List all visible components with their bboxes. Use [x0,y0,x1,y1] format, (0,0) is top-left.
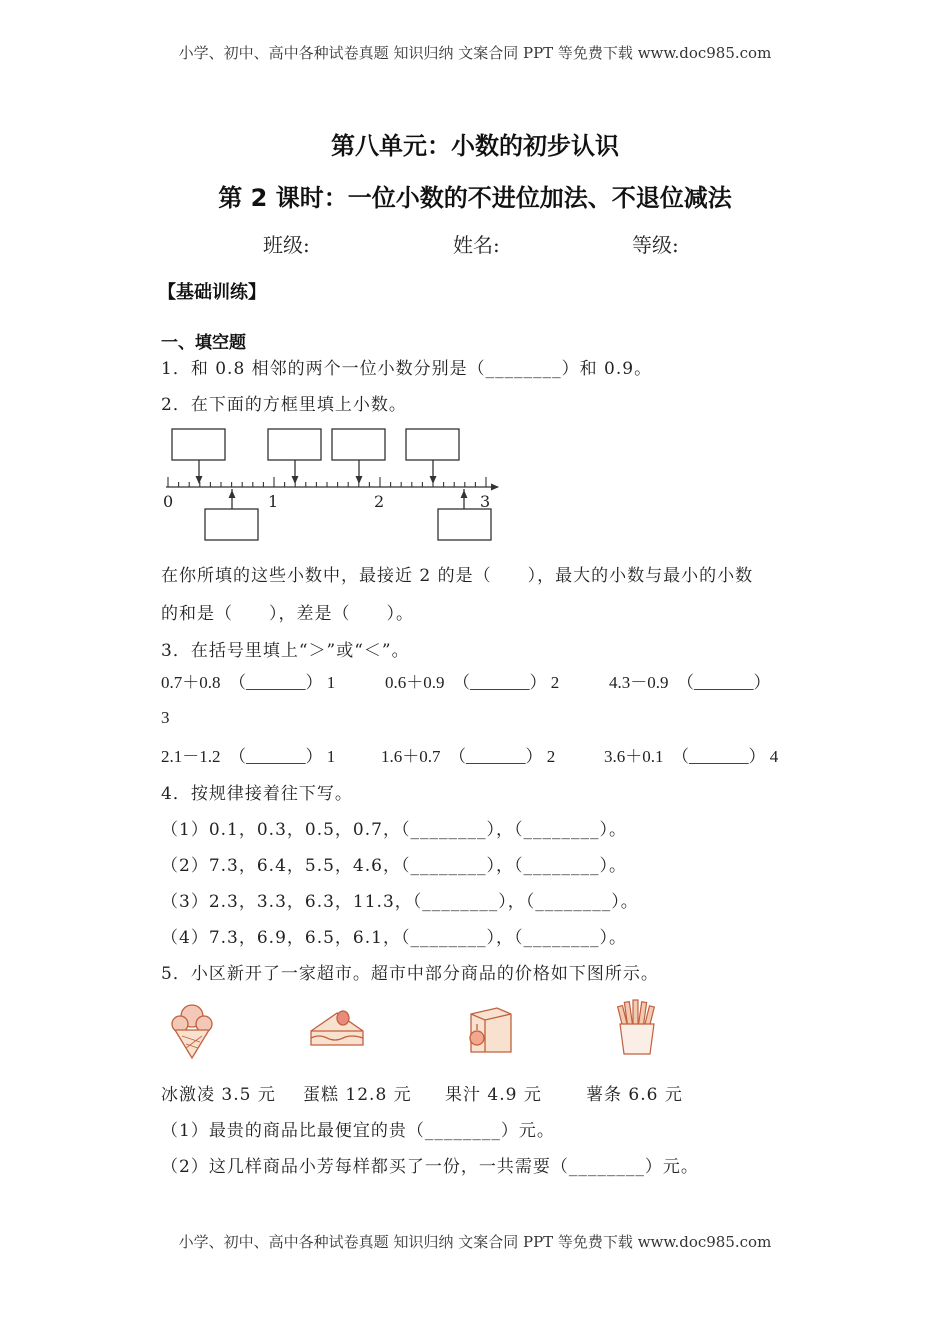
product-label-cake: 蛋糕 12.8 元 [303,1085,412,1105]
cake-icon [305,1005,367,1053]
compare-blank[interactable]: （_______） [229,673,323,692]
compare-item [381,742,555,767]
section-basic-training: 【基础训练】 [158,282,266,303]
compare-rhs: 2 [546,747,556,766]
number-line-figure [158,425,518,545]
compare-item [161,742,335,767]
question-5-sub-2: （2）这几样商品小芳每样都买了一份，一共需要（________）元。 [161,1157,699,1177]
compare-rhs: 1 [326,673,336,692]
sequence-item-1: （1）0.1，0.3，0.5，0.7，（________），（________）。 [161,820,627,840]
compare-blank[interactable]: （_______） [677,673,771,692]
compare-expression: 0.7＋0.8 [161,673,221,692]
question-2-follow-line-2: 的和是（ ），差是（ ）。 [161,604,414,624]
compare-item [385,668,559,693]
class-label: 班级: [263,233,310,257]
compare-expression: 1.6＋0.7 [381,747,441,766]
compare-rhs: 4 [769,747,779,766]
question-2-follow-line-1: 在你所填的这些小数中，最接近 2 的是（ ），最大的小数与最小的小数 [161,566,754,586]
compare-expression: 0.6＋0.9 [385,673,445,692]
compare-blank[interactable]: （_______） [229,747,323,766]
ice-cream-icon [162,1000,222,1062]
compare-expression: 3.6＋0.1 [604,747,664,766]
answer-box-bottom-1[interactable] [205,509,258,540]
compare-expression: 4.3－0.9 [609,673,669,692]
compare-rhs: 2 [550,673,560,692]
compare-blank[interactable]: （_______） [453,673,547,692]
product-label-juice: 果汁 4.9 元 [445,1085,542,1105]
compare-rhs-wrapped: 3 [161,708,170,727]
unit-title: 第八单元：小数的初步认识 [331,132,619,160]
answer-box-bottom-2[interactable] [438,509,491,540]
tick-label-1: 1 [268,492,279,511]
compare-blank[interactable]: （_______） [449,747,543,766]
name-label: 姓名: [453,233,500,257]
sequence-item-4: （4）7.3，6.9，6.5，6.1，（________），（________）。 [161,928,627,948]
product-label-ice-cream: 冰激凌 3.5 元 [161,1085,276,1105]
question-1: 1．和 0.8 相邻的两个一位小数分别是（________）和 0.9。 [161,359,653,379]
fries-icon [612,998,662,1058]
section-fill-blank: 一、填空题 [161,333,246,353]
question-5: 5．小区新开了一家超市。超市中部分商品的价格如下图所示。 [161,964,659,984]
product-label-fries: 薯条 6.6 元 [586,1085,683,1105]
page-header: 小学、初中、高中各种试卷真题 知识归纳 文案合同 PPT 等免费下载 www.doc985.com [178,44,772,62]
compare-rhs: 1 [326,747,336,766]
page-footer: 小学、初中、高中各种试卷真题 知识归纳 文案合同 PPT 等免费下载 www.doc985.com [178,1233,772,1251]
compare-item [604,742,778,767]
answer-box-top-3[interactable] [332,429,385,460]
compare-item [161,668,335,693]
tick-label-2: 2 [374,492,385,511]
question-2: 2．在下面的方框里填上小数。 [161,395,407,415]
question-4: 4．按规律接着往下写。 [161,784,353,804]
question-3: 3．在括号里填上“＞”或“＜”。 [161,641,410,661]
answer-box-top-1[interactable] [172,429,225,460]
sequence-item-3: （3）2.3，3.3，6.3，11.3，（________），（________）。 [161,892,639,912]
grade-label: 等级: [632,233,679,257]
compare-blank[interactable]: （_______） [672,747,766,766]
tick-label-3: 3 [480,492,491,511]
tick-label-0: 0 [163,492,174,511]
compare-expression: 2.1－1.2 [161,747,221,766]
compare-item [609,668,771,693]
lesson-title: 第 2 课时：一位小数的不进位加法、不退位减法 [218,184,732,212]
juice-icon [463,1000,519,1058]
answer-box-top-2[interactable] [268,429,321,460]
sequence-item-2: （2）7.3，6.4，5.5，4.6，（________），（________）。 [161,856,627,876]
question-5-sub-1: （1）最贵的商品比最便宜的贵（________）元。 [161,1121,555,1141]
answer-box-top-4[interactable] [406,429,459,460]
